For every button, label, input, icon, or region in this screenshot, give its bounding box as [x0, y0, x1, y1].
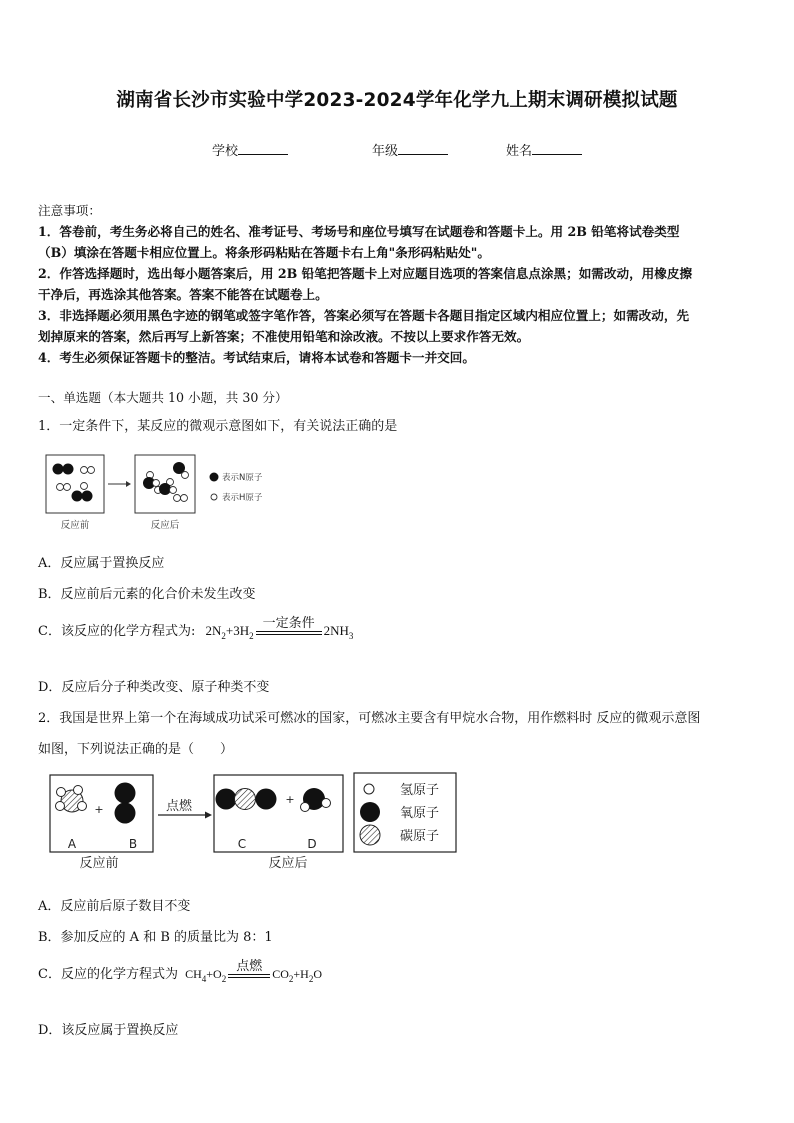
- legend-o-label: 氧原子: [400, 806, 440, 821]
- q1-option-b: B．反应前后元素的化合价未发生改变: [38, 587, 256, 602]
- q2-equals-sign: [228, 974, 270, 978]
- o-atom: [256, 789, 277, 810]
- h-atom: [322, 799, 331, 808]
- q2-condition-text: 点燃: [236, 958, 263, 974]
- h-atom: [74, 786, 83, 795]
- q1-stem: 1．一定条件下，某反应的微观示意图如下，有关说法正确的是: [38, 419, 398, 434]
- legend-o-icon: [360, 802, 380, 822]
- q1-option-a: A．反应属于置换反应: [38, 556, 165, 571]
- q2-plus-2: +: [285, 793, 295, 806]
- n-atom: [72, 491, 83, 502]
- legend-n-label: 表示N原子: [222, 473, 263, 483]
- o-atom: [115, 783, 136, 804]
- q1-arrowhead: [126, 481, 131, 487]
- h-atom: [81, 483, 88, 490]
- q1-before-label: 反应前: [60, 520, 90, 531]
- q2-equation-product: $CO_2+H_2O$: [272, 967, 322, 984]
- section-heading: 一、单选题（本大题共 10 小题，共 30 分）: [38, 390, 288, 405]
- q2-stem-line-1: 2．我国是世界上第一个在海域成功试采可燃冰的国家，可燃冰主要含有甲烷水合物，用作燃料时 反应的微观示意图: [38, 711, 701, 726]
- q1-condition-text: 一定条件: [262, 615, 315, 631]
- notice-line-3: 2．作答选择题时，选出每小题答案后，用 2B 铅笔把答题卡上对应题目选项的答案信息点涂黑；如需改动，用橡皮擦: [38, 266, 693, 281]
- h-atom: [181, 495, 188, 502]
- q2-option-c: [38, 958, 322, 984]
- q1-option-c-prefix: C．该反应的化学方程式为:: [38, 624, 196, 639]
- q1-diagram: [44, 452, 284, 534]
- notice-line-1: 1．答卷前，考生务必将自己的姓名、准考证号、考场号和座位号填写在试题卷和答题卡上。用 2B 铅笔将试卷类型: [38, 224, 680, 239]
- q2-label-a: A: [67, 837, 77, 851]
- n-atom: [82, 491, 93, 502]
- q2-arrowhead: [205, 812, 212, 819]
- q1-equation-product: $2NH_3$: [323, 623, 354, 641]
- legend-n-icon: [210, 473, 219, 482]
- legend-h-label: 氢原子: [400, 783, 440, 798]
- q1-equals-sign: [256, 631, 322, 635]
- notice-line-5: 3．非选择题必须用黑色字迹的钢笔或签字笔作答，答案必须写在答题卡各题目指定区域内相应位置上；如需改动，先: [38, 308, 690, 323]
- school-field: [212, 140, 288, 159]
- q1-equation: $2N_2+3H_2$: [205, 623, 254, 641]
- q2-label-b: B: [128, 837, 138, 851]
- q2-option-a: A．反应前后原子数目不变: [38, 899, 191, 914]
- notice-heading: 注意事项：: [38, 203, 101, 218]
- school-label: 学校: [212, 144, 239, 159]
- h-atom: [78, 802, 87, 811]
- q2-after-box: [214, 775, 343, 852]
- page-title: 湖南省长沙市实验中学2023-2024学年化学九上期末调研模拟试题: [116, 90, 678, 111]
- o-atom: [216, 789, 237, 810]
- h-atom: [174, 495, 181, 502]
- q2-option-b: B．参加反应的 A 和 B 的质量比为 8：1: [38, 930, 273, 945]
- grade-label: 年级: [372, 144, 399, 159]
- n-atom: [53, 464, 64, 475]
- h-atom: [64, 484, 71, 491]
- q2-arrow-label: 点燃: [165, 799, 193, 814]
- q2-after-label: 反应后: [268, 856, 308, 871]
- c-atom: [235, 789, 256, 810]
- q2-equation: $CH_4+O_2$: [185, 967, 227, 984]
- h-atom: [301, 803, 310, 812]
- q2-before-label: 反应前: [79, 856, 119, 871]
- grade-blank[interactable]: [398, 142, 448, 155]
- n-atom: [63, 464, 74, 475]
- h-atom: [170, 487, 177, 494]
- h-atom: [153, 480, 160, 487]
- q2-stem-line-2: 如图，下列说法正确的是（ ）: [38, 742, 234, 757]
- legend-c-icon: [360, 825, 380, 845]
- q1-option-d: D．反应后分子种类改变、原子种类不变: [38, 680, 270, 695]
- notice-line-2: （B）填涂在答题卡相应位置上。将条形码粘贴在答题卡右上角"条形码粘贴处"。: [38, 245, 490, 260]
- legend-c-label: 碳原子: [400, 829, 440, 844]
- h-atom: [182, 472, 189, 479]
- q1-equation-condition: [256, 617, 322, 635]
- q2-label-d: D: [307, 837, 317, 851]
- q1-option-c: [38, 615, 354, 641]
- h-atom: [57, 788, 66, 797]
- q2-diagram: [46, 770, 466, 874]
- name-blank[interactable]: [532, 142, 582, 155]
- name-label: 姓名: [506, 144, 533, 159]
- q2-option-c-prefix: C．反应的化学方程式为: [38, 967, 178, 982]
- q2-equation-condition: [228, 960, 270, 978]
- legend-h-icon: [211, 494, 217, 500]
- grade-field: [372, 140, 448, 159]
- notice-line-4: 干净后，再选涂其他答案。答案不能答在试题卷上。: [38, 287, 328, 302]
- name-field: [506, 140, 582, 159]
- q1-after-label: 反应后: [150, 520, 180, 531]
- h-atom: [88, 467, 95, 474]
- q2-label-c: C: [237, 837, 247, 851]
- legend-h-icon: [364, 784, 374, 794]
- h-atom: [56, 802, 65, 811]
- notice-line-6: 划掉原来的答案，然后再写上新答案；不准使用铅笔和涂改液。不按以上要求作答无效。: [38, 329, 530, 344]
- notice-line-7: 4．考生必须保证答题卡的整洁。考试结束后，请将本试卷和答题卡一并交回。: [38, 350, 475, 365]
- legend-h-label: 表示H原子: [222, 493, 263, 503]
- o-atom: [115, 803, 136, 824]
- h-atom: [57, 484, 64, 491]
- q2-option-d: D．该反应属于置换反应: [38, 1023, 179, 1038]
- q1-before-box: [46, 455, 104, 513]
- school-blank[interactable]: [238, 142, 288, 155]
- q2-plus-1: +: [94, 803, 104, 816]
- h-atom: [81, 467, 88, 474]
